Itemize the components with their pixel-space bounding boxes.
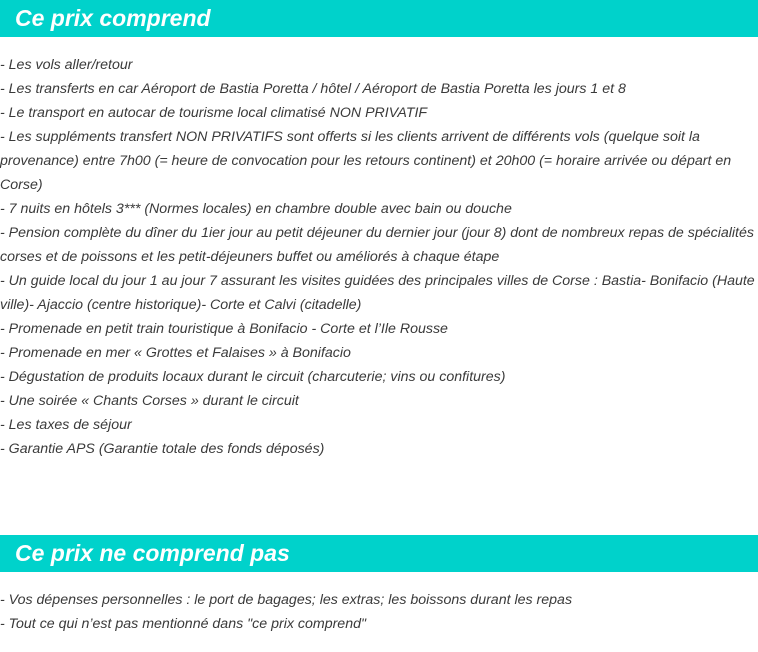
- list-item: - Les suppléments transfert NON PRIVATIFS sont offerts si les clients arrivent de différents vols (quelque soit la provenance) entre 7h00 (= heure de convocation pour les retours continent) et 20h00 (= horaire arrivée ou départ en Corse): [0, 129, 732, 193]
- list-item: - Vos dépenses personnelles : le port de bagages; les extras; les boissons durant les repas: [0, 592, 573, 608]
- excludes-list: [0, 588, 756, 636]
- list-item: - Les transferts en car Aéroport de Bastia Poretta / hôtel / Aéroport de Bastia Poretta les jours 1 et 8: [0, 81, 626, 97]
- excludes-section-title: Ce prix ne comprend pas: [15, 540, 290, 566]
- list-item: - Les taxes de séjour: [0, 417, 132, 433]
- list-item: - Pension complète du dîner du 1ier jour au petit déjeuner du dernier jour (jour 8) dont de nombreux repas de spécialités corses et de poissons et les petit-déjeuners buffet ou améliorés à chaque étape: [0, 225, 754, 265]
- excludes-section-header: [0, 535, 758, 572]
- includes-section-header: [0, 0, 758, 37]
- list-item: - Dégustation de produits locaux durant le circuit (charcuterie; vins ou confitures): [0, 369, 506, 385]
- list-item: - Promenade en petit train touristique à Bonifacio - Corte et l’Ile Rousse: [0, 321, 448, 337]
- list-item: - Le transport en autocar de tourisme local climatisé NON PRIVATIF: [0, 105, 428, 121]
- list-item: - 7 nuits en hôtels 3*** (Normes locales) en chambre double avec bain ou douche: [0, 201, 512, 217]
- list-item: - Une soirée « Chants Corses » durant le circuit: [0, 393, 299, 409]
- list-item: - Un guide local du jour 1 au jour 7 assurant les visites guidées des principales villes de Corse : Bastia- Bonifacio (Haute ville)- Ajaccio (centre historique)- Corte et Calvi (citadelle): [0, 273, 755, 313]
- list-item: - Promenade en mer « Grottes et Falaises » à Bonifacio: [0, 345, 351, 361]
- includes-section-title: Ce prix comprend: [15, 5, 211, 31]
- includes-list: [0, 53, 756, 461]
- list-item: - Les vols aller/retour: [0, 57, 133, 73]
- list-item: - Garantie APS (Garantie totale des fonds déposés): [0, 441, 325, 457]
- list-item: - Tout ce qui n’est pas mentionné dans "ce prix comprend": [0, 616, 367, 632]
